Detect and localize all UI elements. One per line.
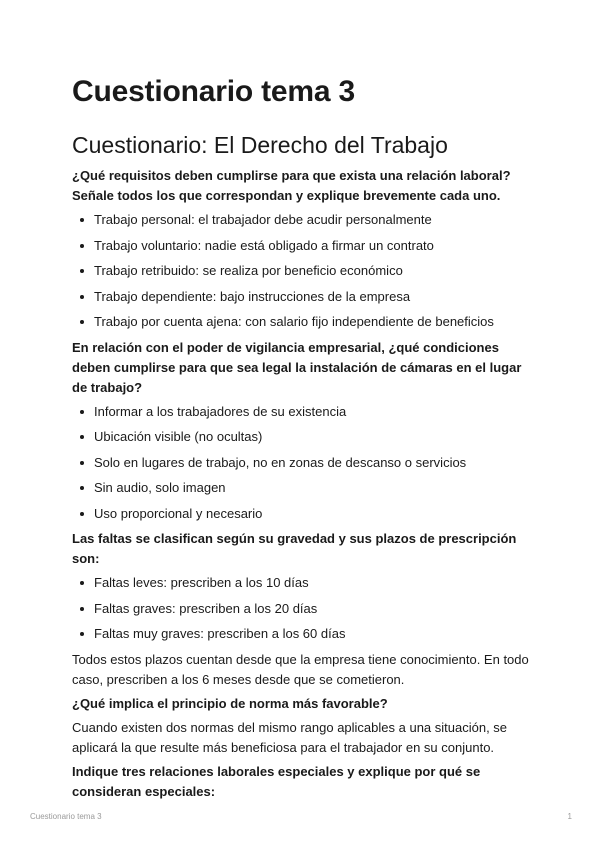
- bullet-icon: [80, 607, 84, 611]
- list-item: [72, 236, 532, 256]
- list-faltas: [72, 573, 532, 644]
- bullet-icon: [80, 244, 84, 248]
- bullet-icon: [80, 295, 84, 299]
- list-item-text: Faltas graves: prescriben a los 20 días: [94, 600, 318, 616]
- list-item: [72, 573, 532, 593]
- list-item-text: Faltas leves: prescriben a los 10 días: [94, 575, 309, 590]
- footer-title: Cuestionario tema 3: [30, 812, 102, 821]
- list-item-text: Trabajo por cuenta ajena: con salario fijo independiente de beneficios: [94, 314, 494, 329]
- document-subtitle: Cuestionario: El Derecho del Trabajo: [72, 132, 448, 158]
- question-faltas: Las faltas se clasifican según su gravedad y sus plazos de prescripción son:: [72, 531, 517, 566]
- document-title: Cuestionario tema 3: [72, 75, 355, 108]
- bullet-icon: [80, 486, 84, 490]
- question-relaciones-especiales: Indique tres relaciones laborales especiales y explique por qué se consideran especiales:: [72, 763, 481, 799]
- list-item: [72, 402, 532, 422]
- question-requisitos: ¿Qué requisitos deben cumplirse para que exista una relación laboral? Señale todos los que correspondan y explique brevemente cada uno.: [72, 168, 511, 203]
- bullet-icon: [80, 269, 84, 273]
- bullet-icon: [80, 435, 84, 439]
- list-requisitos: [72, 210, 532, 332]
- list-item-text: Trabajo retribuido: se realiza por beneficio económico: [94, 263, 403, 278]
- list-item: [72, 210, 532, 230]
- bullet-icon: [80, 218, 84, 222]
- list-item: [72, 427, 532, 447]
- list-item-text: Solo en lugares de trabajo, no en zonas de descanso o servicios: [94, 454, 467, 470]
- list-item-text: Trabajo personal: el trabajador debe acudir personalmente: [94, 212, 432, 227]
- bullet-icon: [80, 320, 84, 324]
- document-content: [72, 166, 532, 806]
- question-norma-favorable: ¿Qué implica el principio de norma más favorable?: [72, 695, 388, 711]
- list-item-text: Sin audio, solo imagen: [94, 480, 226, 495]
- bullet-icon: [80, 461, 84, 465]
- list-item: [72, 312, 532, 332]
- list-item-text: Informar a los trabajadores de su existencia: [94, 403, 347, 419]
- question-vigilancia: En relación con el poder de vigilancia empresarial, ¿qué condiciones deben cumplirse para que sea legal la instalación de cámaras en el lugar de trabajo?: [72, 339, 522, 395]
- bullet-icon: [80, 512, 84, 516]
- bullet-icon: [80, 581, 84, 585]
- list-item: [72, 287, 532, 307]
- list-item: [72, 261, 532, 281]
- paragraph-plazos: Todos estos plazos cuentan desde que la empresa tiene conocimiento. En todo caso, prescriben a los 6 meses desde que se cometieron.: [72, 651, 529, 687]
- list-item-text: Trabajo voluntario: nadie está obligado a firmar un contrato: [94, 237, 434, 253]
- bullet-icon: [80, 410, 84, 414]
- list-item: [72, 624, 532, 644]
- list-item: [72, 504, 532, 524]
- bullet-icon: [80, 632, 84, 636]
- list-item-text: Faltas muy graves: prescriben a los 60 días: [94, 626, 346, 641]
- paragraph-norma-favorable: Cuando existen dos normas del mismo rango aplicables a una situación, se aplicará la que resulte más beneficiosa para el trabajador en su conjunto.: [72, 719, 508, 755]
- list-vigilancia: [72, 402, 532, 524]
- list-item-text: Ubicación visible (no ocultas): [94, 429, 263, 444]
- list-item-text: Trabajo dependiente: bajo instrucciones de la empresa: [94, 288, 411, 304]
- list-item: [72, 599, 532, 619]
- footer-page-number: 1: [567, 812, 572, 821]
- list-item-text: Uso proporcional y necesario: [94, 505, 263, 521]
- list-item: [72, 478, 532, 498]
- list-item: [72, 453, 532, 473]
